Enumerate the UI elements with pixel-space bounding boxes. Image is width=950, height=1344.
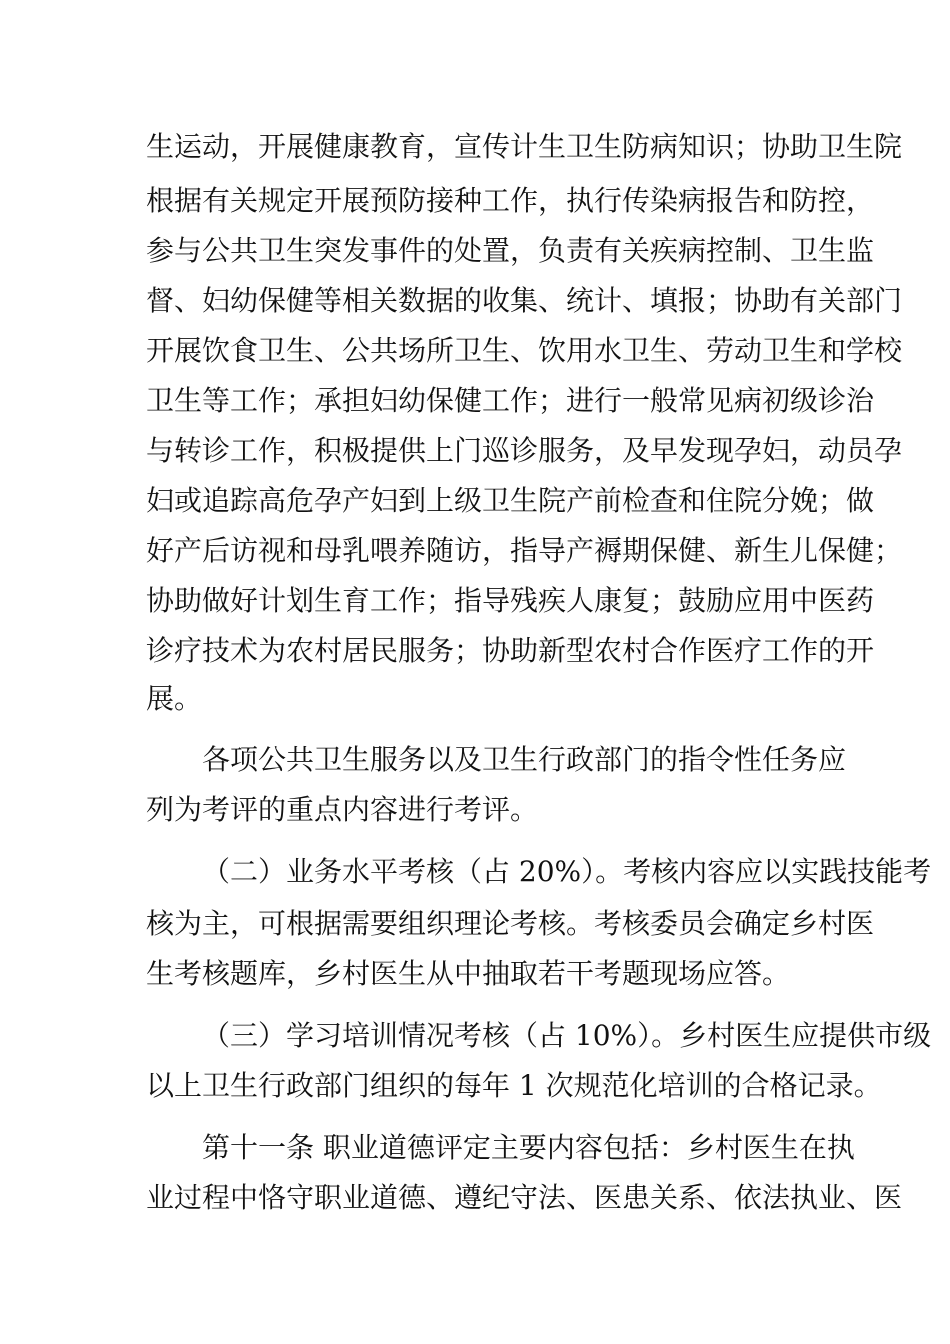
text-line: （三）学习培训情况考核（占 10%）。乡村医生应提供市级: [202, 1019, 932, 1052]
text-line: 生运动，开展健康教育，宣传计生卫生防病知识；协助卫生院: [146, 130, 903, 163]
text-line: 好产后访视和母乳喂养随访，指导产褥期保健、新生儿保健；: [146, 534, 903, 567]
text-line: 展。: [146, 682, 203, 715]
text-line: 开展饮食卫生、公共场所卫生、饮用水卫生、劳动卫生和学校: [146, 334, 903, 367]
text-line: 妇或追踪高危孕产妇到上级卫生院产前检查和住院分娩；做: [146, 484, 875, 517]
text-line: 卫生等工作；承担妇幼保健工作；进行一般常见病初级诊治: [146, 384, 875, 417]
text-line: 督、妇幼保健等相关数据的收集、统计、填报；协助有关部门: [146, 284, 903, 317]
text-line: 核为主，可根据需要组织理论考核。考核委员会确定乡村医: [146, 907, 875, 940]
text-line: 参与公共卫生突发事件的处置，负责有关疾病控制、卫生监: [146, 234, 875, 267]
text-line: 第十一条 职业道德评定主要内容包括：乡村医生在执: [202, 1131, 855, 1164]
text-line: 诊疗技术为农村居民服务；协助新型农村合作医疗工作的开: [146, 634, 875, 667]
text-line: 以上卫生行政部门组织的每年 1 次规范化培训的合格记录。: [146, 1069, 882, 1102]
text-line: 与转诊工作，积极提供上门巡诊服务，及早发现孕妇，动员孕: [146, 434, 903, 467]
text-line: 列为考评的重点内容进行考评。: [146, 793, 539, 826]
text-line: 生考核题库，乡村医生从中抽取若干考题现场应答。: [146, 957, 791, 990]
text-line: 各项公共卫生服务以及卫生行政部门的指令性任务应: [202, 743, 847, 776]
text-line: （二）业务水平考核（占 20%）。考核内容应以实践技能考: [202, 855, 932, 888]
text-line: 根据有关规定开展预防接种工作，执行传染病报告和防控，: [146, 184, 875, 217]
text-line: 协助做好计划生育工作；指导残疾人康复；鼓励应用中医药: [146, 584, 875, 617]
text-line: 业过程中恪守职业道德、遵纪守法、医患关系、依法执业、医: [146, 1181, 903, 1214]
